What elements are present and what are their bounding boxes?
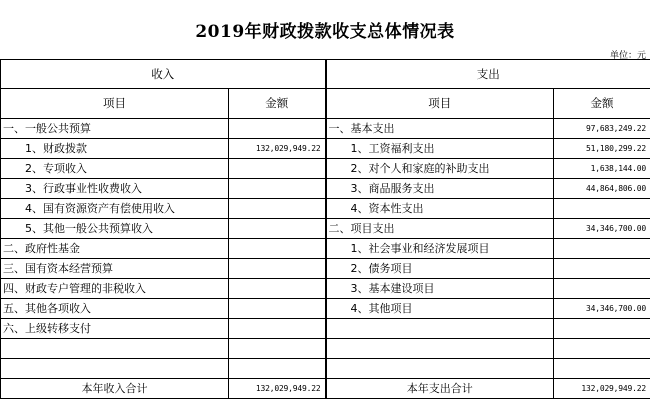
expense-item-header: 项目 — [326, 89, 554, 119]
expense-amount-cell — [554, 199, 650, 219]
unit-label: 单位：元 — [609, 51, 646, 61]
income-item-cell: 3、行政事业性收费收入 — [1, 179, 229, 199]
expense-item-cell: 2、债务项目 — [326, 259, 554, 279]
income-amount-cell — [229, 219, 326, 239]
income-item-cell — [1, 339, 229, 359]
table-row — [1, 219, 650, 239]
income-amount-cell — [229, 199, 326, 219]
table-row — [1, 199, 650, 219]
table-row — [1, 319, 650, 339]
expense-item-cell — [326, 339, 554, 359]
table-row — [1, 359, 650, 379]
income-amount-cell — [229, 259, 326, 279]
income-section-header: 收入 — [1, 60, 326, 89]
table-row — [1, 119, 650, 139]
table-row — [1, 299, 650, 319]
column-header-row — [1, 89, 650, 119]
expense-item-cell: 1、工资福利支出 — [326, 139, 554, 159]
income-item-cell: 1、财政拨款 — [1, 139, 229, 159]
income-item-cell: 三、国有资本经营预算 — [1, 259, 229, 279]
totals-row — [1, 379, 650, 399]
expense-item-cell: 4、其他项目 — [326, 299, 554, 319]
expense-total-label: 本年支出合计 — [326, 379, 554, 399]
expense-item-cell — [326, 319, 554, 339]
report-title: 2019年财政拨款收支总体情况表 — [195, 22, 455, 42]
expense-item-cell: 1、社会事业和经济发展项目 — [326, 239, 554, 259]
expense-item-cell: 4、资本性支出 — [326, 199, 554, 219]
expense-item-cell: 2、对个人和家庭的补助支出 — [326, 159, 554, 179]
expense-amount-cell — [554, 279, 650, 299]
expense-amount-cell: 34,346,700.00 — [554, 219, 650, 239]
table-row — [1, 159, 650, 179]
table-row — [1, 279, 650, 299]
income-item-cell: 五、其他各项收入 — [1, 299, 229, 319]
expense-item-cell: 二、项目支出 — [326, 219, 554, 239]
income-amount-header: 金额 — [229, 89, 326, 119]
expense-amount-cell: 97,683,249.22 — [554, 119, 650, 139]
income-amount-cell — [229, 119, 326, 139]
income-amount-cell — [229, 339, 326, 359]
budget-table — [0, 59, 650, 399]
expense-item-cell — [326, 359, 554, 379]
income-item-cell: 四、财政专户管理的非税收入 — [1, 279, 229, 299]
income-amount-cell — [229, 359, 326, 379]
income-amount-cell — [229, 179, 326, 199]
expense-item-cell: 3、基本建设项目 — [326, 279, 554, 299]
expense-item-cell: 3、商品服务支出 — [326, 179, 554, 199]
income-item-cell: 二、政府性基金 — [1, 239, 229, 259]
expense-amount-cell — [554, 359, 650, 379]
income-item-header: 项目 — [1, 89, 229, 119]
expense-amount-cell — [554, 319, 650, 339]
table-row — [1, 179, 650, 199]
income-amount-cell — [229, 239, 326, 259]
expense-item-cell: 一、基本支出 — [326, 119, 554, 139]
income-amount-cell — [229, 299, 326, 319]
expense-amount-header: 金额 — [554, 89, 650, 119]
expense-amount-cell: 34,346,700.00 — [554, 299, 650, 319]
income-amount-cell — [229, 319, 326, 339]
table-row — [1, 339, 650, 359]
income-amount-cell — [229, 159, 326, 179]
expense-amount-cell — [554, 239, 650, 259]
income-item-cell: 六、上级转移支付 — [1, 319, 229, 339]
expense-section-header: 支出 — [326, 60, 650, 89]
table-row — [1, 139, 650, 159]
section-header-row — [1, 60, 650, 89]
expense-amount-cell: 44,864,806.00 — [554, 179, 650, 199]
table-row — [1, 259, 650, 279]
table-body — [1, 60, 650, 399]
income-amount-cell — [229, 279, 326, 299]
expense-amount-cell — [554, 339, 650, 359]
income-item-cell: 一、一般公共预算 — [1, 119, 229, 139]
expense-amount-cell — [554, 259, 650, 279]
income-item-cell: 5、其他一般公共预算收入 — [1, 219, 229, 239]
income-item-cell — [1, 359, 229, 379]
expense-amount-cell: 51,180,299.22 — [554, 139, 650, 159]
expense-total-amount: 132,029,949.22 — [554, 379, 650, 399]
table-row — [1, 239, 650, 259]
income-total-label: 本年收入合计 — [1, 379, 229, 399]
expense-amount-cell: 1,638,144.00 — [554, 159, 650, 179]
income-item-cell: 2、专项收入 — [1, 159, 229, 179]
income-amount-cell: 132,029,949.22 — [229, 139, 326, 159]
income-item-cell: 4、国有资源资产有偿使用收入 — [1, 199, 229, 219]
income-total-amount: 132,029,949.22 — [229, 379, 326, 399]
